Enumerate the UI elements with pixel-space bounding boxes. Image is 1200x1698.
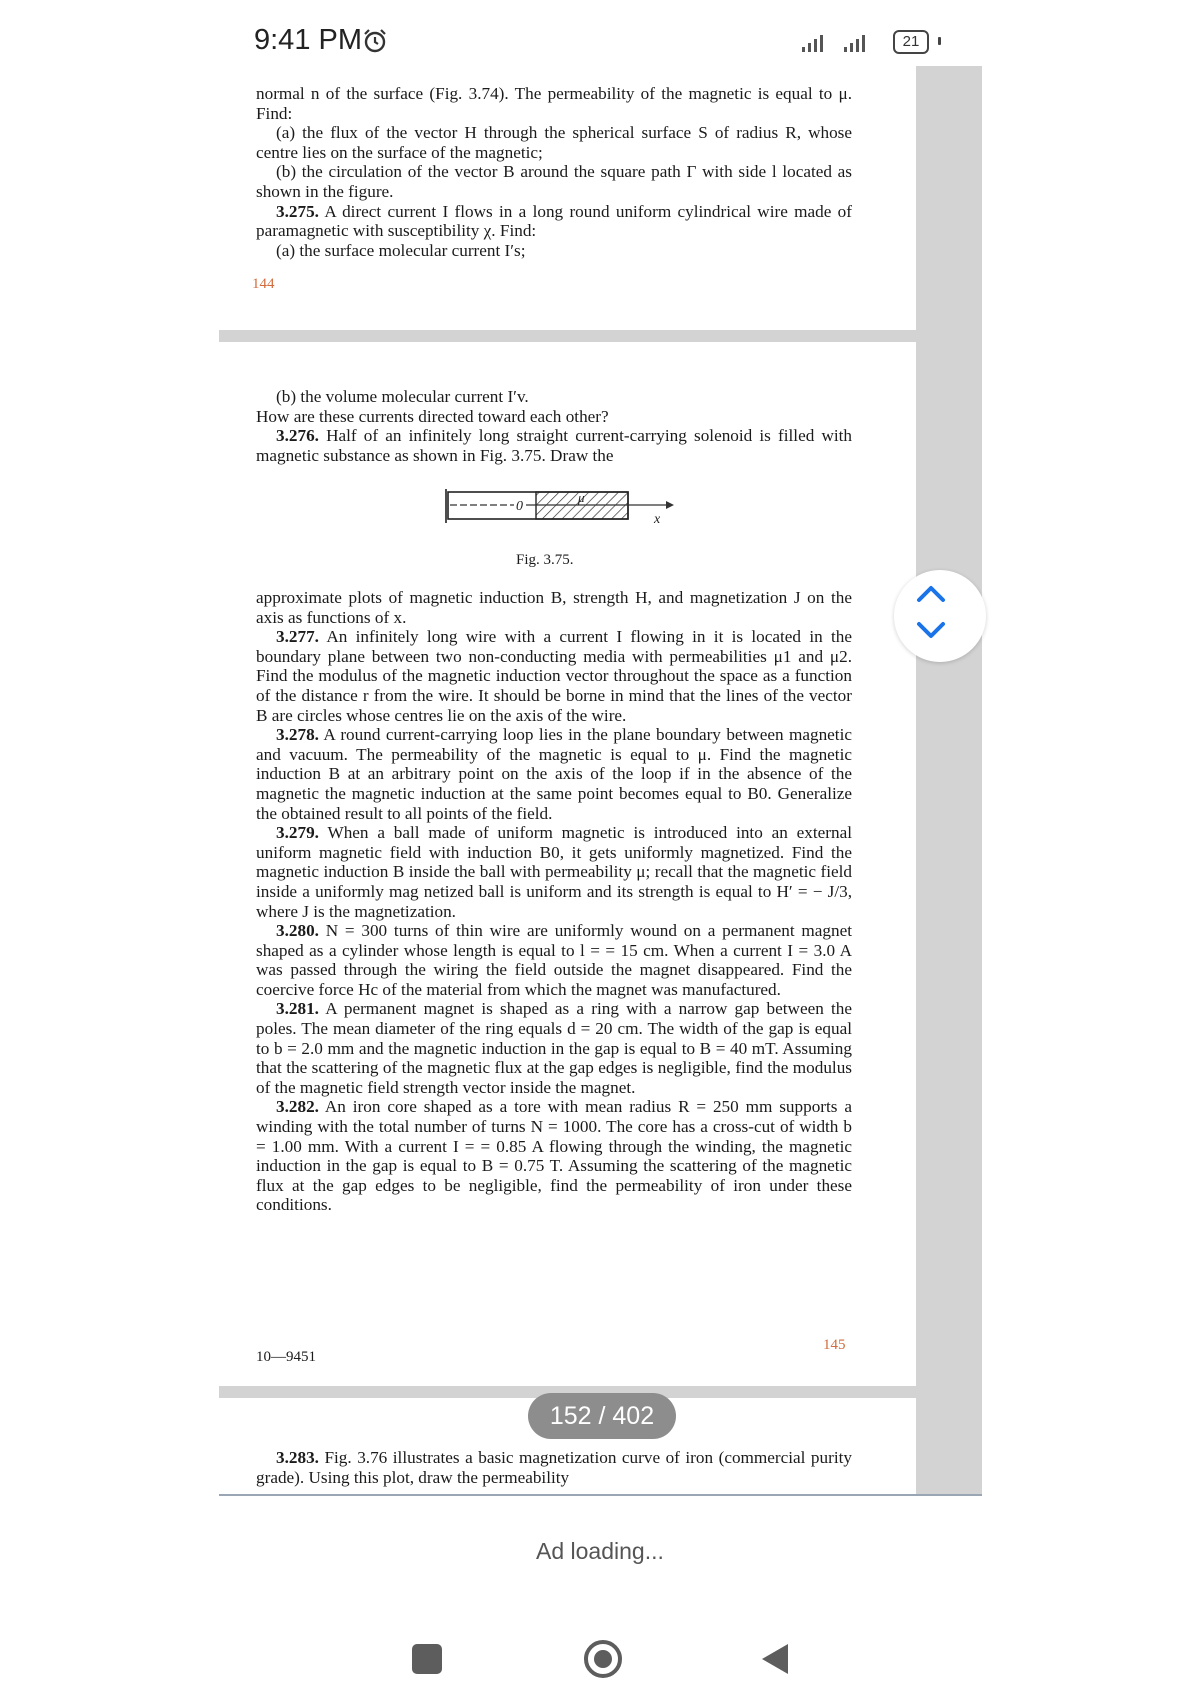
page-indicator: 152 / 402 [528, 1393, 676, 1439]
paragraph [256, 387, 852, 407]
paragraph-text: Fig. 3.76 illustrates a basic magnetization curve of iron (commercial purity grade). Using this plot, draw the permeability [256, 1448, 852, 1487]
paragraph [256, 123, 852, 162]
paragraph [256, 202, 852, 241]
paragraph [256, 1097, 852, 1215]
problem-number: 3.283. [276, 1448, 319, 1467]
viewer-bottom-border [219, 1494, 982, 1496]
recent-apps-button[interactable] [412, 1644, 442, 1674]
paragraph [256, 1448, 852, 1487]
scroll-track[interactable] [916, 66, 982, 1496]
paragraph-text: A permanent magnet is shaped as a ring with a narrow gap between the poles. The mean diameter of the ring equals d = 20 cm. The width of the gap is equal to b = 2.0 mm and the magnetic induction in the gap is equal to B = 40 mT. Assuming that the scattering of the magnetic flux at the gap edges is negligible, find the modulus of the magnetic field strength vector inside the magnet. [256, 999, 852, 1097]
paragraph [256, 999, 852, 1097]
home-button[interactable] [581, 1637, 625, 1681]
page-144-text [256, 84, 852, 260]
paragraph-text: An iron core shaped as a tore with mean radius R = 250 mm supports a winding with the total number of turns N = 1000. The core has a cross-cut of width b = 1.00 mm. With a current I = = 0.85 A flowing through the winding, the magnetic induction in the gap is equal to B = 0.75 T. Assuming the scattering of the magnetic flux at the gap edges to be negligible, find the permeability of iron under these conditions. [256, 1097, 852, 1215]
paragraph [256, 921, 852, 999]
paragraph [256, 823, 852, 921]
paragraph-text: approximate plots of magnetic induction B, strength H, and magnetization J on the axis as functions of x. [256, 588, 852, 627]
paragraph-text: An infinitely long wire with a current I flowing in it is located in the boundary plane between two non-conducting media with permeabilities μ1 and μ2. Find the modulus of the magnetic induction vector throughout the space as a function of the distance r from the wire. It should be borne in mind that the lines of the vector B are circles whose centres lie on the axis of the wire. [256, 627, 852, 725]
paragraph-text: (a) the flux of the vector H through the spherical surface S of radius R, whose centre lies on the surface of the magnetic; [256, 123, 852, 162]
paragraph [256, 84, 852, 123]
paragraph [256, 162, 852, 201]
figure-label-x: x [654, 512, 661, 527]
figure-caption: Fig. 3.75. [516, 552, 574, 568]
figure-label-origin: 0 [516, 499, 523, 514]
paragraph-text: A round current-carrying loop lies in the plane boundary between magnetic and vacuum. The permeability of the magnetic is equal to μ. Find the magnetic induction B at an arbitrary point on the axis of the loop if in the absence of the magnetic the magnetic induction at the same point becomes equal to B0. Generalize the obtained result to all points of the field. [256, 725, 852, 823]
paragraph-text: (a) the surface molecular current I′s; [276, 240, 526, 260]
back-button[interactable] [758, 1641, 792, 1677]
paragraph [256, 241, 852, 261]
paragraph-text: (b) the volume molecular current I′v. [276, 387, 529, 406]
problem-number: 3.277. [276, 627, 319, 647]
chevron-up-icon[interactable] [916, 582, 946, 606]
paragraph-text: When a ball made of uniform magnetic is introduced into an external uniform magnetic field with induction B0, it gets uniformly magnetized. Find the magnetic induction B inside the ball with permeability μ; recall that the magnetic field inside a uniformly mag netized ball is uniform and its strength is equal to H′ = − J/3, where J is the magnetization. [256, 823, 852, 921]
paragraph [256, 426, 852, 465]
chevron-down-icon[interactable] [916, 618, 946, 642]
problem-number: 3.275. [276, 201, 319, 221]
problem-number: 3.282. [276, 1097, 319, 1117]
paragraph-text: Half of an infinitely long straight current-carrying solenoid is filled with magnetic substance as shown in Fig. 3.75. Draw the [256, 426, 852, 465]
paragraph-text: N = 300 turns of thin wire are uniformly wound on a permanent magnet shaped as a cylinder whose length is equal to l = = 15 cm. When a current I = 3.0 A was passed through the wiring the field outside the magnet disappeared. Find the coercive force Hc of the material from which the magnet was manufactured. [256, 921, 852, 999]
page-separator [219, 330, 916, 342]
paragraph-text: normal n of the surface (Fig. 3.74). The permeability of the magnetic is equal to μ. Find: [256, 84, 852, 123]
battery-tip [938, 37, 941, 45]
paragraph [256, 407, 852, 427]
paragraph-text: How are these currents directed toward each other? [256, 406, 609, 426]
paragraph [256, 588, 852, 627]
problem-number: 3.278. [276, 725, 319, 745]
alarm-icon [362, 28, 388, 54]
printer-signature: 10—9451 [256, 1349, 316, 1365]
paragraph-text: A direct current I flows in a long round uniform cylindrical wire made of paramagnetic with susceptibility χ. Find: [256, 201, 852, 241]
problem-number: 3.280. [276, 921, 319, 941]
ad-placeholder: Ad loading... [536, 1538, 664, 1564]
page-number-144: 144 [252, 276, 275, 292]
problem-number: 3.281. [276, 999, 319, 1019]
signal-icon [800, 32, 886, 54]
figure-solenoid [440, 482, 680, 530]
status-time: 9:41 PM [254, 24, 362, 56]
problem-number: 3.279. [276, 823, 319, 843]
figure-label-mu: μ [578, 490, 585, 505]
problem-number: 3.276. [276, 426, 319, 446]
battery-icon: 21 [893, 30, 929, 54]
page-number-145: 145 [823, 1337, 846, 1353]
paragraph [256, 627, 852, 725]
paragraph [256, 725, 852, 823]
page-146-text [256, 1448, 852, 1487]
page-145-text-bottom [256, 588, 852, 1215]
paragraph-text: (b) the circulation of the vector B around the square path Γ with side l located as shown in the figure. [256, 162, 852, 201]
page-145-text-top [256, 387, 852, 465]
